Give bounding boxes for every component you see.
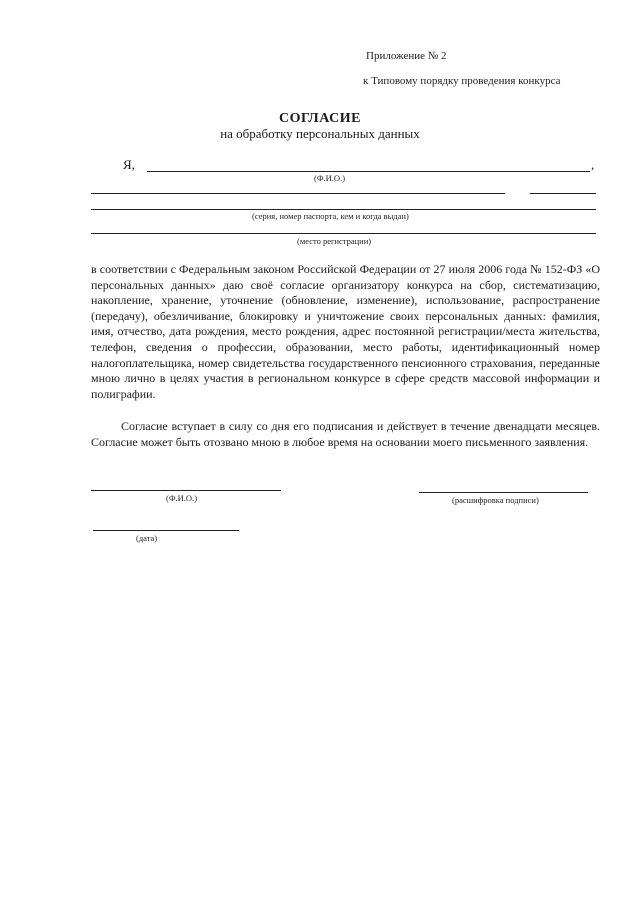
document-subtitle: на обработку персональных данных xyxy=(220,126,420,141)
signature-fio-caption: (Ф.И.О.) xyxy=(166,493,198,503)
appendix-number: Приложение № 2 xyxy=(366,50,447,62)
fio-input-line[interactable] xyxy=(147,171,590,172)
passport-caption: (серия, номер паспорта, кем и когда выдан) xyxy=(252,211,409,221)
document-title: СОГЛАСИЕ xyxy=(279,111,361,126)
appendix-reference: к Типовому порядку проведения конкурса xyxy=(363,75,561,87)
fio-comma: , xyxy=(591,157,595,172)
signature-decode-caption: (расшифровка подписи) xyxy=(452,495,539,505)
date-line[interactable] xyxy=(93,530,239,531)
date-caption: (дата) xyxy=(136,533,158,543)
passport-input-line-2[interactable] xyxy=(91,209,596,210)
passport-input-line-1b[interactable] xyxy=(530,193,596,194)
i-label: Я, xyxy=(123,157,135,172)
consent-paragraph-1: в соответствии с Федеральным законом Российской Федерации от 27 июля 2006 года № 152-ФЗ «О персональных данных» даю своё согласие организатору конкурса на сбор, систематизацию, накопление, хранение, уточнение (обновление, изменение), использование, распространение (передачу), обезличивание, блокировку и уничтожение своих персональных данных: фамилия, имя, отчество, дата рождения, место рождения, адрес постоянной регистрации/места жительства, телефон, сведения о профессии, образовании, место работы, идентификационный номер налогоплательщика, номер свидетельства государственного пенсионного страхования, переданные мною лично в целях участия в региональном конкурсе в сфере средств массовой информации и полиграфии. xyxy=(91,262,600,401)
registration-input-line[interactable] xyxy=(91,233,596,234)
consent-paragraph-2: Согласие вступает в силу со дня его подписания и действует в течение двенадцати месяцев. Согласие может быть отозвано мною в любое время на основании моего письменного заявления. xyxy=(91,419,600,449)
passport-input-line-1[interactable] xyxy=(91,193,505,194)
signature-decode-line[interactable] xyxy=(419,492,588,493)
signature-fio-line[interactable] xyxy=(91,490,281,491)
registration-caption: (место регистрации) xyxy=(297,236,372,246)
fio-caption: (Ф.И.О.) xyxy=(314,173,346,183)
